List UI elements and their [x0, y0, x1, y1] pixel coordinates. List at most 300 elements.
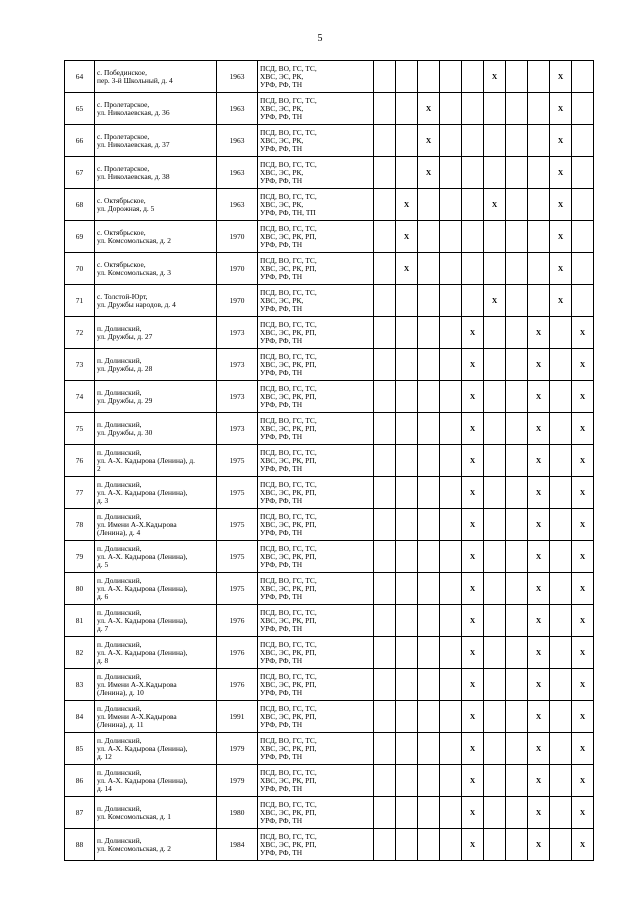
works-line: ПСД, ВО, ГС, ТС, — [260, 223, 317, 233]
works-line: УРФ, РФ, ТН — [260, 751, 303, 761]
mark-cell: Х — [550, 189, 572, 221]
mark-cell: Х — [462, 797, 484, 829]
address-line: с. Пролетарское, — [97, 99, 150, 109]
address-line: ул. Николаевская, д. 36 — [97, 107, 170, 117]
mark-cell — [550, 573, 572, 605]
address-line: п. Долинский, — [97, 767, 142, 777]
mark-cell: Х — [572, 477, 594, 509]
address-line: п. Долинский, — [97, 447, 142, 457]
table-row — [65, 189, 594, 221]
mark-cell — [572, 61, 594, 93]
mark-cell — [374, 541, 396, 573]
mark-cell — [506, 61, 528, 93]
mark-cell — [418, 221, 440, 253]
mark-cell — [462, 189, 484, 221]
mark-cell: Х — [528, 605, 550, 637]
year-cell: 1976 — [217, 605, 258, 637]
works-line: ПСД, ВО, ГС, ТС, — [260, 191, 317, 201]
mark-cell: Х — [462, 349, 484, 381]
works-line: ПСД, ВО, ГС, ТС, — [260, 415, 317, 425]
mark-cell: Х — [528, 733, 550, 765]
mark-cell — [506, 701, 528, 733]
works-line: УРФ, РФ, ТН — [260, 399, 303, 409]
works-line: УРФ, РФ, ТН, ТП — [260, 207, 316, 217]
mark-cell: Х — [484, 285, 506, 317]
works-cell — [258, 221, 374, 253]
address-line: ул. А-Х. Кадырова (Ленина), д. — [97, 455, 195, 465]
mark-cell — [528, 189, 550, 221]
works-cell — [258, 605, 374, 637]
row-number: 76 — [65, 445, 95, 477]
mark-cell — [418, 189, 440, 221]
mark-cell — [440, 509, 462, 541]
year-cell: 1975 — [217, 509, 258, 541]
mark-cell — [374, 381, 396, 413]
table-row — [65, 573, 594, 605]
table-row — [65, 829, 594, 861]
mark-cell — [374, 413, 396, 445]
works-line: УРФ, РФ, ТН — [260, 495, 303, 505]
mark-cell: Х — [572, 669, 594, 701]
mark-cell — [440, 413, 462, 445]
mark-cell — [462, 157, 484, 189]
works-line: ХВС, ЭС, РК, РП, — [260, 359, 317, 369]
row-number: 82 — [65, 637, 95, 669]
row-number: 70 — [65, 253, 95, 285]
mark-cell: Х — [550, 61, 572, 93]
year-cell: 1980 — [217, 797, 258, 829]
table-row — [65, 477, 594, 509]
mark-cell — [374, 221, 396, 253]
mark-cell — [484, 541, 506, 573]
mark-cell: Х — [462, 733, 484, 765]
works-line: ПСД, ВО, ГС, ТС, — [260, 607, 317, 617]
mark-cell: Х — [572, 317, 594, 349]
works-line: УРФ, РФ, ТН — [260, 79, 303, 89]
address-line: 2 — [97, 463, 101, 473]
address-line: д. 5 — [97, 559, 109, 569]
address-line: ул. Дружбы, д. 27 — [97, 331, 153, 341]
address-line: ул. Комсомольская, д. 3 — [97, 267, 171, 277]
address-cell — [95, 477, 217, 509]
mark-cell — [484, 157, 506, 189]
address-cell — [95, 669, 217, 701]
address-line: ул. А-Х. Кадырова (Ленина), — [97, 743, 188, 753]
address-cell — [95, 701, 217, 733]
works-line: ХВС, ЭС, РК, РП, — [260, 679, 317, 689]
table-row — [65, 61, 594, 93]
mark-cell — [484, 637, 506, 669]
mark-cell — [462, 221, 484, 253]
row-number: 83 — [65, 669, 95, 701]
mark-cell — [528, 221, 550, 253]
works-line: ПСД, ВО, ГС, ТС, — [260, 511, 317, 521]
works-line: ПСД, ВО, ГС, ТС, — [260, 319, 317, 329]
mark-cell — [374, 509, 396, 541]
works-cell — [258, 477, 374, 509]
works-line: ХВС, ЭС, РК, РП, — [260, 647, 317, 657]
mark-cell — [550, 413, 572, 445]
address-line: с. Октябрьское, — [97, 227, 146, 237]
works-line: ХВС, ЭС, РК, РП, — [260, 551, 317, 561]
works-line: ХВС, ЭС, РК, РП, — [260, 391, 317, 401]
mark-cell — [440, 157, 462, 189]
row-number: 84 — [65, 701, 95, 733]
mark-cell — [528, 285, 550, 317]
mark-cell — [396, 61, 418, 93]
works-line: ПСД, ВО, ГС, ТС, — [260, 447, 317, 457]
mark-cell — [440, 605, 462, 637]
address-line: п. Долинский, — [97, 803, 142, 813]
mark-cell — [396, 317, 418, 349]
row-number: 69 — [65, 221, 95, 253]
table-row — [65, 797, 594, 829]
address-line: ул. Николаевская, д. 38 — [97, 171, 170, 181]
mark-cell — [572, 189, 594, 221]
year-cell: 1976 — [217, 669, 258, 701]
mark-cell — [572, 157, 594, 189]
works-line: УРФ, РФ, ТН — [260, 847, 303, 857]
mark-cell — [396, 285, 418, 317]
mark-cell — [572, 125, 594, 157]
address-cell — [95, 413, 217, 445]
mark-cell — [418, 445, 440, 477]
mark-cell — [506, 317, 528, 349]
mark-cell: Х — [528, 669, 550, 701]
mark-cell: Х — [484, 189, 506, 221]
mark-cell — [484, 317, 506, 349]
mark-cell — [418, 669, 440, 701]
mark-cell — [550, 733, 572, 765]
mark-cell — [462, 125, 484, 157]
mark-cell — [506, 765, 528, 797]
mark-cell — [374, 733, 396, 765]
mark-cell: Х — [462, 669, 484, 701]
mark-cell: Х — [550, 285, 572, 317]
address-line: пер. 3-й Школьный, д. 4 — [97, 75, 173, 85]
mark-cell — [396, 765, 418, 797]
address-line: с. Толстой-Юрт, — [97, 291, 148, 301]
works-line: УРФ, РФ, ТН — [260, 655, 303, 665]
address-cell — [95, 541, 217, 573]
year-cell: 1973 — [217, 317, 258, 349]
table-row — [65, 349, 594, 381]
mark-cell — [506, 349, 528, 381]
works-line: ХВС, ЭС, РК, — [260, 71, 304, 81]
works-cell — [258, 541, 374, 573]
mark-cell: Х — [550, 253, 572, 285]
address-line: ул. Дружбы, д. 28 — [97, 363, 153, 373]
row-number: 85 — [65, 733, 95, 765]
mark-cell: Х — [462, 637, 484, 669]
row-number: 73 — [65, 349, 95, 381]
mark-cell: Х — [462, 413, 484, 445]
table-row — [65, 509, 594, 541]
mark-cell — [418, 733, 440, 765]
works-line: ХВС, ЭС, РК, РП, — [260, 327, 317, 337]
mark-cell — [374, 765, 396, 797]
year-cell: 1975 — [217, 477, 258, 509]
address-cell — [95, 157, 217, 189]
mark-cell — [506, 157, 528, 189]
mark-cell: Х — [528, 413, 550, 445]
works-line: ПСД, ВО, ГС, ТС, — [260, 159, 317, 169]
row-number: 80 — [65, 573, 95, 605]
address-line: д. 14 — [97, 783, 112, 793]
address-cell — [95, 125, 217, 157]
works-cell — [258, 765, 374, 797]
works-line: УРФ, РФ, ТН — [260, 271, 303, 281]
mark-cell: Х — [572, 797, 594, 829]
year-cell: 1973 — [217, 413, 258, 445]
mark-cell — [396, 93, 418, 125]
mark-cell: Х — [528, 797, 550, 829]
mark-cell — [440, 829, 462, 861]
table-row — [65, 125, 594, 157]
mark-cell — [418, 541, 440, 573]
works-line: УРФ, РФ, ТН — [260, 111, 303, 121]
mark-cell — [418, 413, 440, 445]
mark-cell: Х — [396, 189, 418, 221]
year-cell: 1970 — [217, 285, 258, 317]
mark-cell — [572, 285, 594, 317]
mark-cell: Х — [572, 765, 594, 797]
table-row — [65, 733, 594, 765]
address-line: ул. Дорожная, д. 5 — [97, 203, 155, 213]
mark-cell: Х — [528, 477, 550, 509]
mark-cell — [440, 573, 462, 605]
table-row — [65, 765, 594, 797]
mark-cell — [374, 701, 396, 733]
table-row — [65, 157, 594, 189]
mark-cell — [418, 509, 440, 541]
address-line: п. Долинский, — [97, 835, 142, 845]
year-cell: 1963 — [217, 61, 258, 93]
mark-cell — [550, 477, 572, 509]
works-cell — [258, 797, 374, 829]
row-number: 72 — [65, 317, 95, 349]
row-number: 86 — [65, 765, 95, 797]
works-line: ХВС, ЭС, РК, РП, — [260, 455, 317, 465]
mark-cell: Х — [528, 445, 550, 477]
works-line: ПСД, ВО, ГС, ТС, — [260, 703, 317, 713]
works-cell — [258, 189, 374, 221]
mark-cell — [440, 253, 462, 285]
mark-cell: Х — [418, 157, 440, 189]
mark-cell: Х — [550, 93, 572, 125]
mark-cell: Х — [572, 509, 594, 541]
works-line: ПСД, ВО, ГС, ТС, — [260, 287, 317, 297]
works-line: УРФ, РФ, ТН — [260, 719, 303, 729]
address-line: п. Долинский, — [97, 543, 142, 553]
table-body — [65, 61, 594, 861]
address-line: с. Пролетарское, — [97, 131, 150, 141]
mark-cell — [440, 445, 462, 477]
mark-cell — [418, 765, 440, 797]
works-line: ПСД, ВО, ГС, ТС, — [260, 127, 317, 137]
works-cell — [258, 509, 374, 541]
works-line: УРФ, РФ, ТН — [260, 367, 303, 377]
mark-cell — [374, 317, 396, 349]
mark-cell — [418, 637, 440, 669]
address-line: п. Долинский, — [97, 355, 142, 365]
works-cell — [258, 317, 374, 349]
mark-cell — [506, 829, 528, 861]
year-cell: 1975 — [217, 541, 258, 573]
mark-cell — [418, 477, 440, 509]
page-number: 5 — [317, 33, 323, 44]
works-cell — [258, 413, 374, 445]
works-line: УРФ, РФ, ТН — [260, 815, 303, 825]
mark-cell: Х — [528, 381, 550, 413]
table-row — [65, 221, 594, 253]
mark-cell — [462, 93, 484, 125]
mark-cell — [572, 93, 594, 125]
year-cell: 1963 — [217, 189, 258, 221]
works-line: ХВС, ЭС, РК, — [260, 295, 304, 305]
mark-cell — [418, 829, 440, 861]
mark-cell: Х — [462, 509, 484, 541]
works-cell — [258, 349, 374, 381]
address-line: ул. Дружбы, д. 29 — [97, 395, 153, 405]
mark-cell: Х — [418, 125, 440, 157]
works-line: УРФ, РФ, ТН — [260, 175, 303, 185]
mark-cell — [418, 605, 440, 637]
mark-cell — [506, 125, 528, 157]
address-line: п. Долинский, — [97, 419, 142, 429]
mark-cell — [396, 669, 418, 701]
mark-cell — [440, 381, 462, 413]
mark-cell: Х — [528, 637, 550, 669]
mark-cell — [484, 701, 506, 733]
mark-cell: Х — [462, 701, 484, 733]
mark-cell — [528, 125, 550, 157]
works-line: ХВС, ЭС, РК, — [260, 135, 304, 145]
works-line: ПСД, ВО, ГС, ТС, — [260, 479, 317, 489]
mark-cell — [440, 349, 462, 381]
works-cell — [258, 829, 374, 861]
mark-cell — [396, 797, 418, 829]
works-cell — [258, 733, 374, 765]
mark-cell: Х — [528, 509, 550, 541]
mark-cell — [440, 733, 462, 765]
row-number: 81 — [65, 605, 95, 637]
address-line: ул. А-Х. Кадырова (Ленина), — [97, 615, 188, 625]
mark-cell — [374, 157, 396, 189]
mark-cell: Х — [528, 829, 550, 861]
works-cell — [258, 253, 374, 285]
mark-cell — [396, 125, 418, 157]
address-cell — [95, 733, 217, 765]
year-cell: 1970 — [217, 253, 258, 285]
table-row — [65, 93, 594, 125]
address-line: ул. Комсомольская, д. 1 — [97, 811, 171, 821]
table-row — [65, 669, 594, 701]
mark-cell — [440, 221, 462, 253]
mark-cell: Х — [572, 733, 594, 765]
mark-cell: Х — [528, 541, 550, 573]
mark-cell — [396, 637, 418, 669]
works-line: УРФ, РФ, ТН — [260, 559, 303, 569]
works-line: ХВС, ЭС, РК, РП, — [260, 807, 317, 817]
works-line: ПСД, ВО, ГС, ТС, — [260, 831, 317, 841]
mark-cell — [374, 445, 396, 477]
address-line: п. Долинский, — [97, 703, 142, 713]
mark-cell — [418, 61, 440, 93]
mark-cell — [374, 605, 396, 637]
row-number: 71 — [65, 285, 95, 317]
works-line: УРФ, РФ, ТН — [260, 335, 303, 345]
buildings-table — [64, 60, 594, 861]
mark-cell — [440, 541, 462, 573]
mark-cell — [440, 93, 462, 125]
mark-cell — [374, 189, 396, 221]
works-line: ХВС, ЭС, РК, РП, — [260, 231, 317, 241]
address-line: ул. А-Х. Кадырова (Ленина), — [97, 647, 188, 657]
mark-cell: Х — [462, 317, 484, 349]
works-line: УРФ, РФ, ТН — [260, 623, 303, 633]
mark-cell — [484, 349, 506, 381]
row-number: 88 — [65, 829, 95, 861]
mark-cell: Х — [528, 765, 550, 797]
address-cell — [95, 221, 217, 253]
mark-cell — [506, 445, 528, 477]
address-line: ул. Имени А-Х.Кадырова — [97, 519, 177, 529]
works-line: ПСД, ВО, ГС, ТС, — [260, 95, 317, 105]
address-line: ул. Имени А-Х.Кадырова — [97, 679, 177, 689]
mark-cell — [550, 605, 572, 637]
works-line: ХВС, ЭС, РК, РП, — [260, 615, 317, 625]
mark-cell: Х — [528, 573, 550, 605]
mark-cell: Х — [418, 93, 440, 125]
mark-cell — [484, 445, 506, 477]
works-line: УРФ, РФ, ТН — [260, 143, 303, 153]
address-line: ул. Имени А-Х.Кадырова — [97, 711, 177, 721]
table-row — [65, 317, 594, 349]
mark-cell — [550, 381, 572, 413]
address-line: ул. Комсомольская, д. 2 — [97, 843, 171, 853]
mark-cell — [462, 61, 484, 93]
works-line: УРФ, РФ, ТН — [260, 687, 303, 697]
mark-cell — [440, 765, 462, 797]
mark-cell — [374, 349, 396, 381]
mark-cell — [506, 509, 528, 541]
mark-cell: Х — [528, 317, 550, 349]
mark-cell — [484, 797, 506, 829]
address-line: п. Долинский, — [97, 735, 142, 745]
address-line: п. Долинский, — [97, 639, 142, 649]
mark-cell — [484, 381, 506, 413]
mark-cell — [484, 125, 506, 157]
address-line: п. Долинский, — [97, 323, 142, 333]
works-line: ХВС, ЭС, РК, РП, — [260, 423, 317, 433]
address-line: п. Долинский, — [97, 671, 142, 681]
mark-cell — [506, 637, 528, 669]
mark-cell — [550, 701, 572, 733]
address-line: ул. Комсомольская, д. 2 — [97, 235, 171, 245]
year-cell: 1975 — [217, 573, 258, 605]
mark-cell — [462, 253, 484, 285]
mark-cell — [374, 797, 396, 829]
mark-cell — [550, 317, 572, 349]
mark-cell — [550, 509, 572, 541]
mark-cell — [440, 285, 462, 317]
mark-cell — [506, 541, 528, 573]
works-line: УРФ, РФ, ТН — [260, 527, 303, 537]
works-line: ПСД, ВО, ГС, ТС, — [260, 63, 317, 73]
mark-cell — [484, 765, 506, 797]
works-line: ХВС, ЭС, РК, РП, — [260, 487, 317, 497]
